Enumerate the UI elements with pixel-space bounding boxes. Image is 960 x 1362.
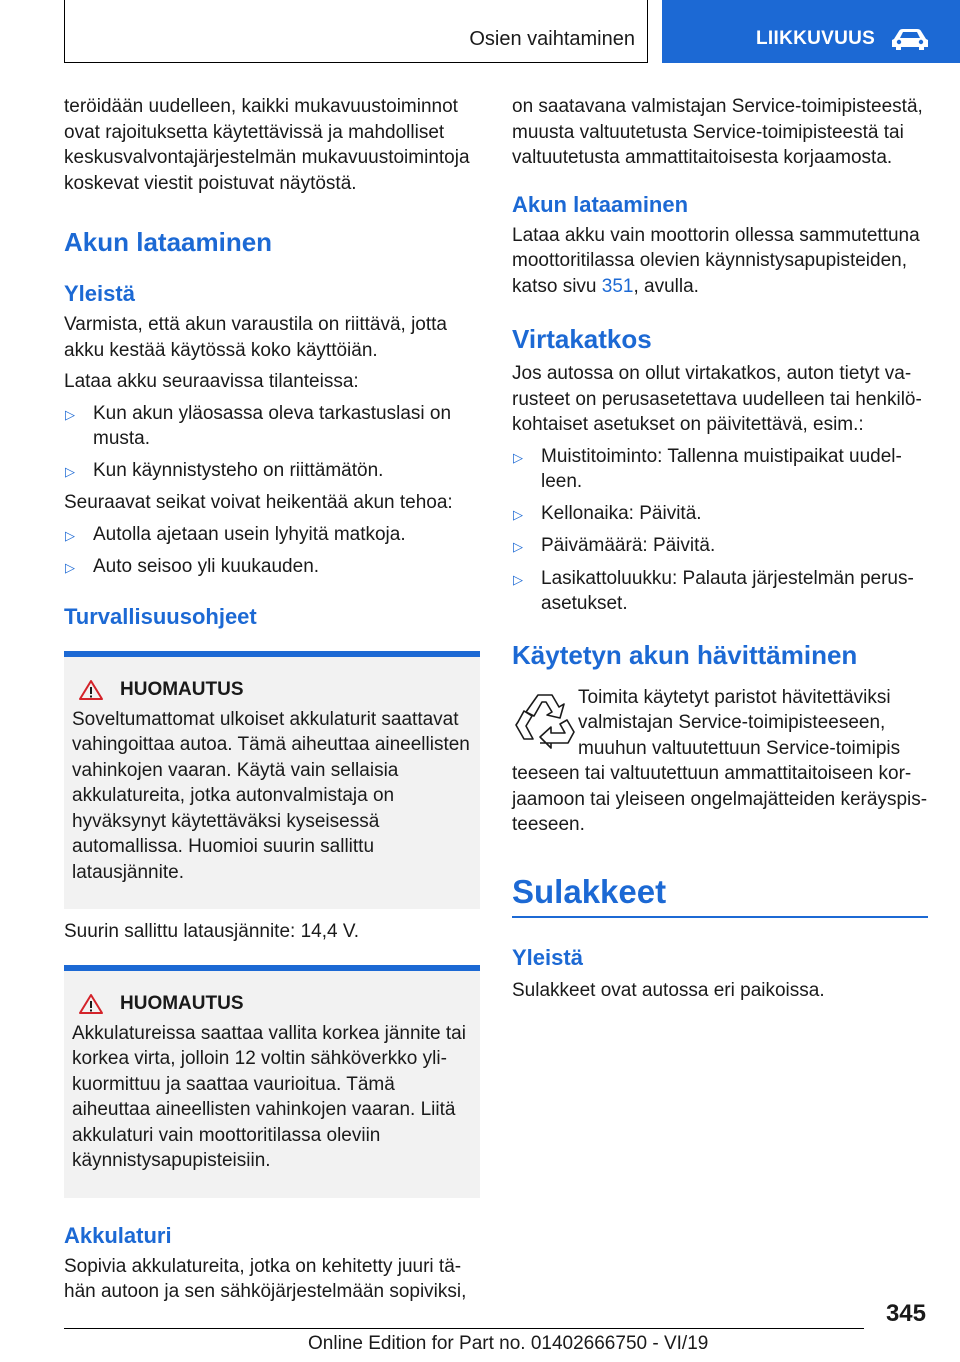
notice-title-text: HUOMAUTUS — [120, 678, 244, 700]
page-header — [0, 0, 960, 66]
notice-title — [72, 993, 472, 1015]
bullet-triangle-icon: ▷ — [65, 560, 75, 575]
list-item-text: Lasikattoluukku: Palauta järjestelmän perusasetukset. — [541, 567, 914, 614]
list-item — [512, 533, 928, 560]
heading-general: Yleistä — [512, 944, 583, 970]
heading-battery-disposal: Käytetyn akun hävittäminen — [512, 639, 858, 670]
notice-text: Soveltumattomat ulkoiset akkulaturit saattavat vahingoittaa autoa. Tämä aiheuttaa aineellisten vahinkojen vaaran. Käytä vain sellaisia akkulatureita, jotka autonvalmistaja on hyväksynyt käytettäväksi kyseisessä automallissa. Huomioi suurin sallittu latausjännite. — [72, 708, 470, 883]
heading-battery-charging: Akun lataaminen — [64, 227, 273, 257]
notice-box — [64, 651, 480, 910]
notice-title-text: HUOMAUTUS — [120, 992, 244, 1014]
page-number: 345 — [885, 1300, 926, 1327]
list-item — [512, 501, 928, 528]
warning-icon — [78, 679, 104, 701]
bullet-triangle-icon: ▷ — [65, 527, 75, 543]
paragraph-check-charge: Varmista, että akun varaustila on riittävä, jotta akku kestää käytössä koko käyttöiän. — [64, 314, 447, 361]
section-title: Osien vaihtaminen — [469, 28, 635, 50]
paragraph-fuses: Sulakkeet ovat autossa eri paikoissa. — [512, 979, 825, 1001]
right-column — [512, 94, 928, 1003]
paragraph-power-outage: Jos autossa on ollut virtakatkos, auton tietyt varusteet on perusasetettava uudelleen tai henkilökohtaiset asetukset on päivitettävä, esim.: — [512, 363, 922, 435]
list-item — [64, 522, 480, 549]
left-column — [64, 94, 480, 1305]
paragraph-charge-when: Lataa akku seuraavissa tilanteissa: — [64, 371, 359, 392]
list-item-text: Kun akun yläosassa oleva tarkastuslasi on musta. — [93, 402, 452, 449]
bullet-triangle-icon: ▷ — [513, 506, 523, 522]
disposal-block — [512, 685, 928, 762]
list-item-text: Muistitoiminto: Tallenna muistipaikat uudelleen. — [541, 445, 902, 492]
chapter-tab[interactable] — [662, 0, 960, 63]
car-icon — [890, 27, 930, 51]
page-reference-link[interactable]: 351 — [601, 275, 634, 297]
heading-fuses: Sulakkeet — [512, 872, 667, 910]
list-item — [64, 401, 480, 452]
paragraph-charge-engine-off — [512, 223, 928, 300]
bullet-triangle-icon: ▷ — [513, 571, 523, 587]
heading-charger: Akkulaturi — [64, 1222, 172, 1248]
section-heading-rule — [512, 872, 928, 918]
recycle-icon — [512, 689, 578, 751]
text-span: , avulla. — [633, 275, 699, 297]
text-span: Lataa akku vain moottorin ollessa sammutettuna moottoritilassa olevien käynnistysapupisteiden, katso sivu — [512, 224, 920, 297]
paragraph-disposal-rest: teeseen tai valtuutettuun ammattitaitoiseen korjaamoon tai yleiseen ongelmajätteiden keräyspisteeseen. — [512, 763, 928, 835]
bullet-triangle-icon: ▷ — [513, 449, 523, 465]
list-item-text: Kellonaika: Päivitä. — [541, 502, 702, 524]
paragraph-charger: Sopivia akkulatureita, jotka on kehitetty juuri tähän autoon ja sen sähköjärjestelmään sopiviksi, — [64, 1255, 467, 1302]
notice-title — [72, 679, 472, 701]
bullet-triangle-icon: ▷ — [65, 463, 75, 479]
heading-battery-charging: Akun lataaminen — [512, 191, 689, 217]
list-item-text: Autolla ajetaan usein lyhyitä matkoja. — [93, 523, 406, 545]
list-item — [64, 458, 480, 485]
bullet-triangle-icon: ▷ — [513, 539, 523, 554]
paragraph-max-voltage: Suurin sallittu latausjännite: 14,4 V. — [64, 921, 360, 942]
footer-divider — [64, 1328, 864, 1329]
list-item — [64, 554, 480, 581]
heading-safety: Turvallisuusohjeet — [64, 603, 257, 629]
list-item-text: Kun käynnistysteho on riittämätön. — [93, 459, 384, 481]
chapter-tab-label: LIIKKUVUUS — [756, 28, 876, 49]
heading-power-outage: Virtakatkos — [512, 324, 652, 354]
bullet-triangle-icon: ▷ — [65, 406, 75, 422]
paragraph-weaken: Seuraavat seikat voivat heikentää akun tehoa: — [64, 492, 453, 513]
paragraph-disposal-wrap: Toimita käytetyt paristot hävitettäviksi valmistajan Service-toimipisteeseen, muuhun valtuutettuun Service-toimipis — [578, 686, 901, 759]
list-item — [512, 566, 928, 617]
notice-box — [64, 965, 480, 1198]
paragraph-continued: on saatavana valmistajan Service-toimipisteestä, muusta valtuutetusta Service-toimipisteestä tai valtuutetusta ammattitaitoisesta korjaamosta. — [512, 96, 923, 168]
list-item-text: Päivämäärä: Päivitä. — [541, 535, 716, 556]
notice-text: Akkulatureissa saattaa vallita korkea jännite tai korkea virta, jolloin 12 voltin sähköverkko ylikuormittuu ja saattaa vaurioitua. Tämä aiheuttaa aineellisten vahinkojen vaaran. Liitä akkulaturi vain moottoritilassa oleviin käynnistysapupisteisiin. — [72, 1022, 466, 1171]
edition-note: Online Edition for Part no. 01402666750 - VI/19 — [308, 1333, 709, 1354]
warning-icon — [78, 993, 104, 1015]
list-item-text: Auto seisoo yli kuukauden. — [93, 556, 320, 577]
intro-paragraph: teröidään uudelleen, kaikki mukavuustoiminnot ovat rajoituksetta käytettävissä ja mahdolliset keskusvalvontajärjestelmän mukavuustoimintoja koskevat viestit poistuvat näytöstä. — [64, 96, 470, 194]
list-item — [512, 444, 928, 495]
heading-general: Yleistä — [64, 281, 135, 306]
